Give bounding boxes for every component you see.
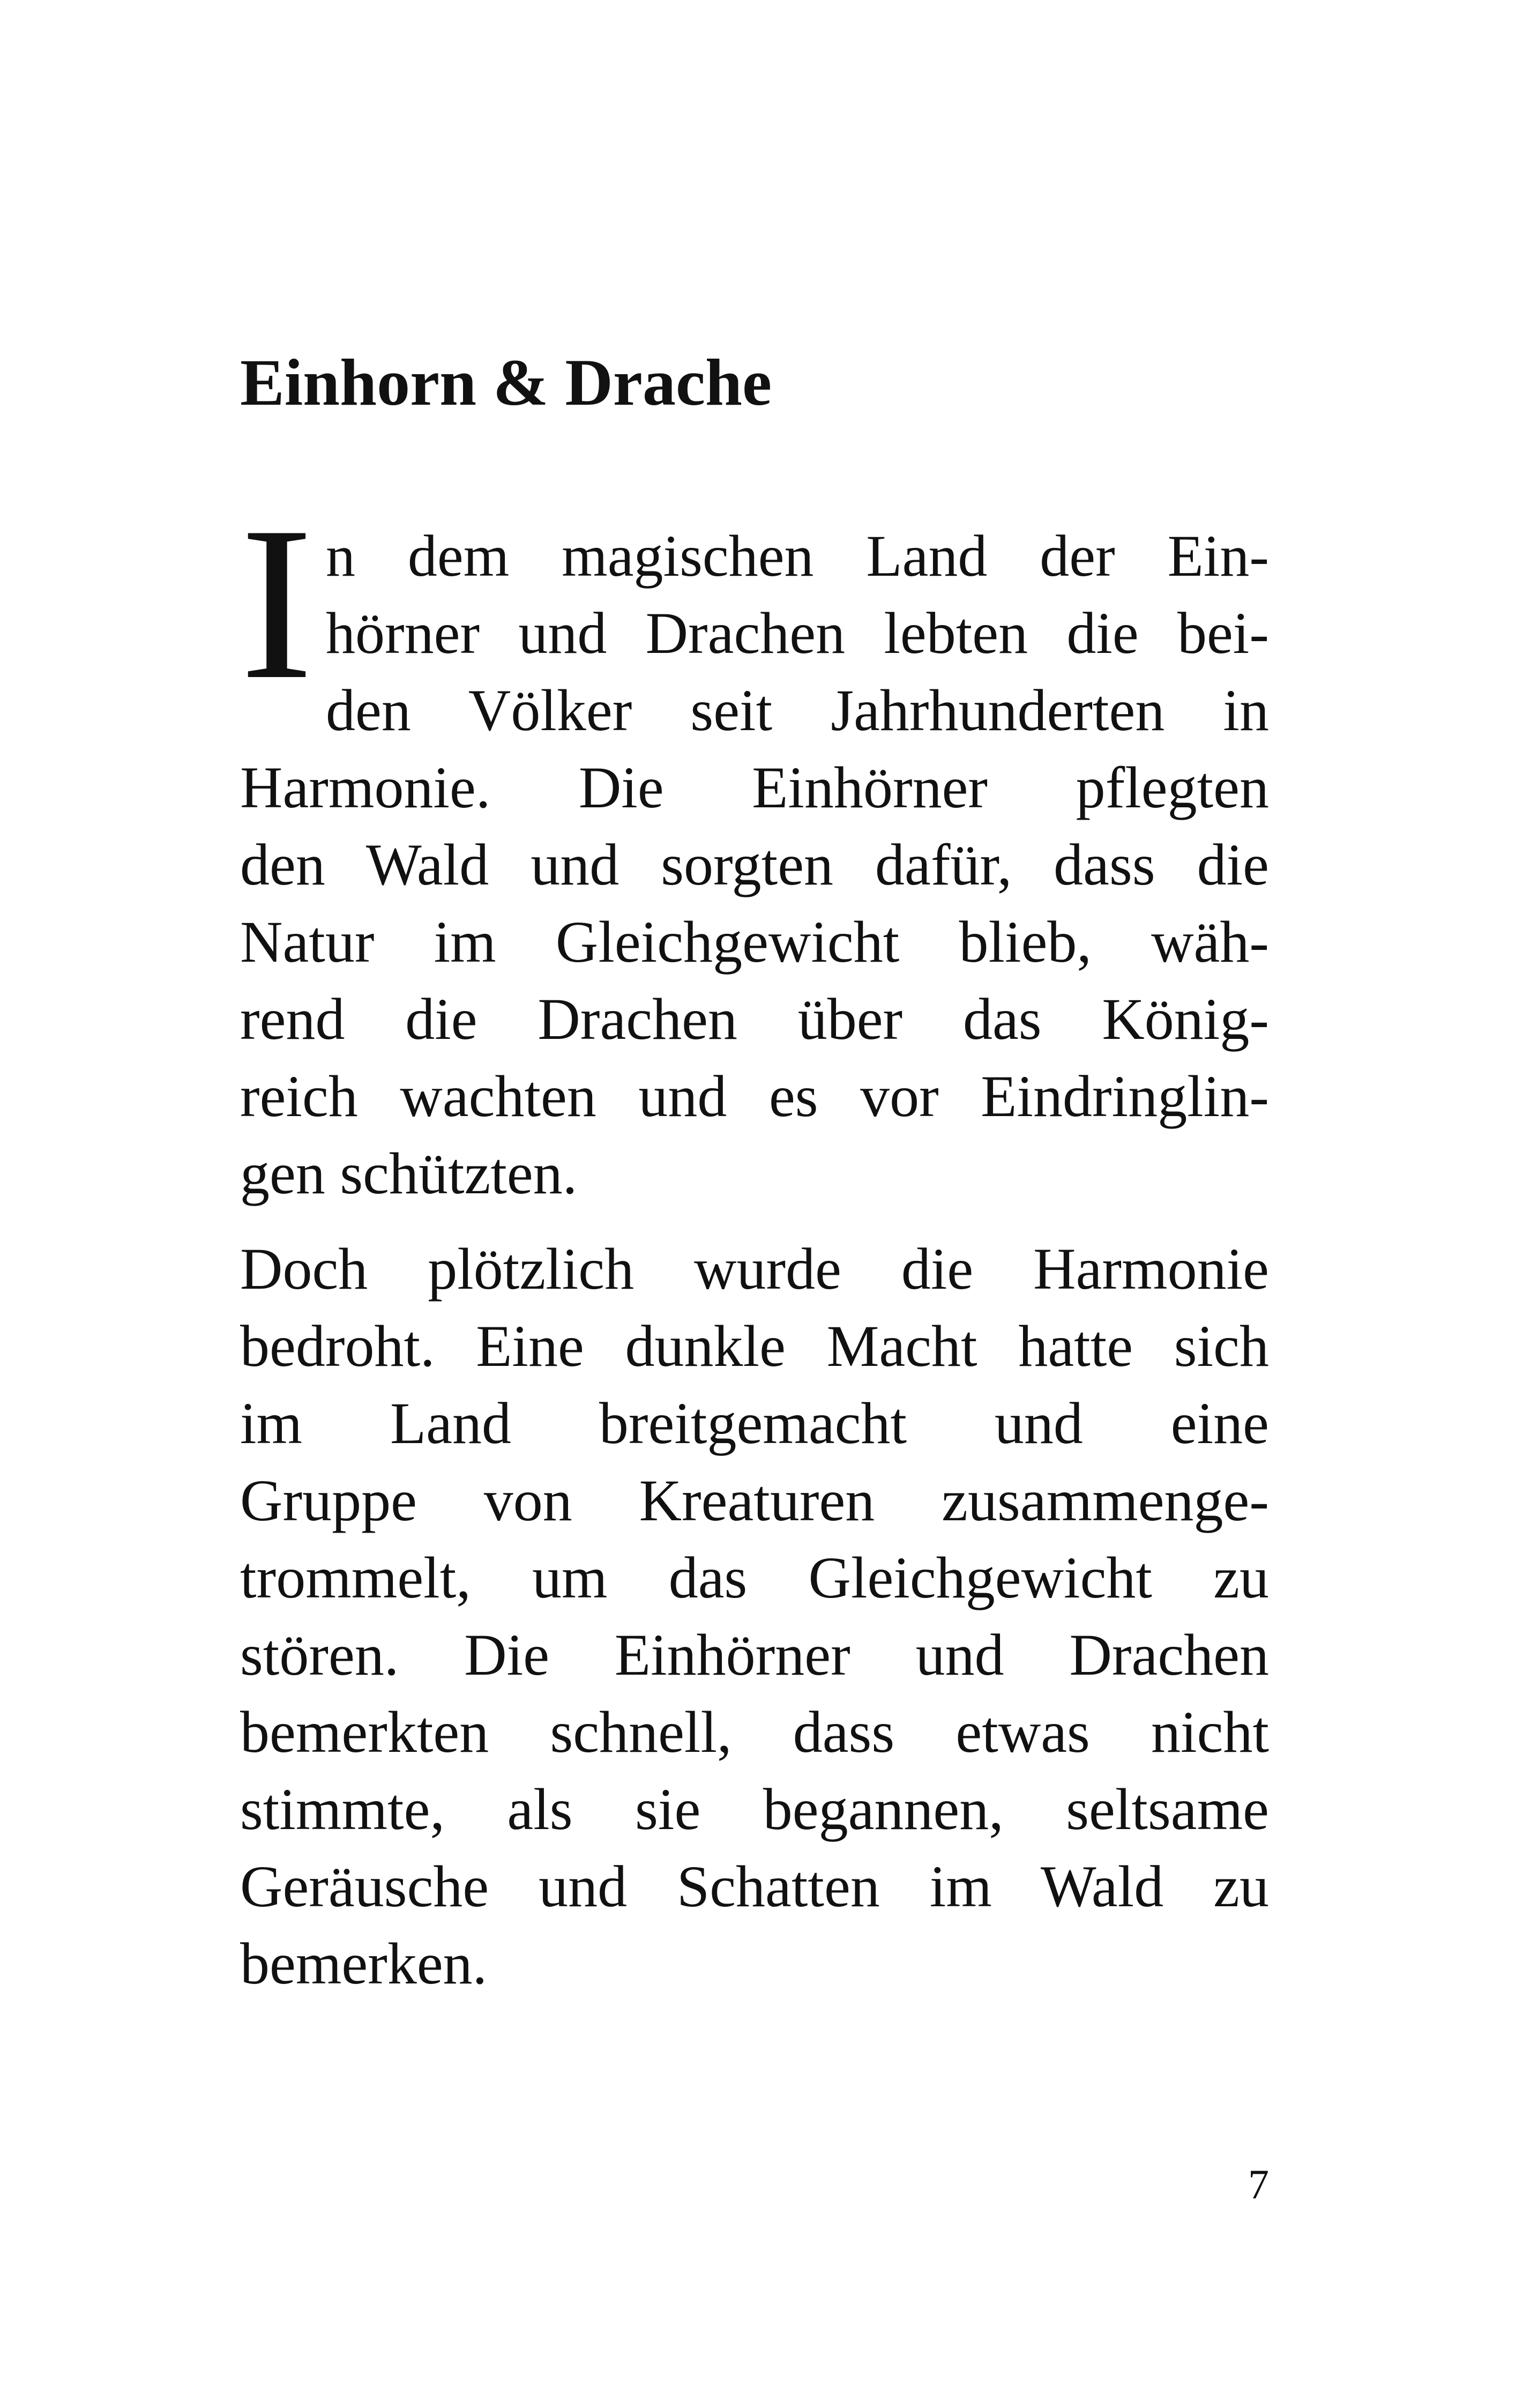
chapter-title: Einhorn & Drache <box>240 346 772 419</box>
text-line: reich wachten und es vor Eindringlin- <box>240 1064 1269 1129</box>
text-line: Gruppe von Kreaturen zusammenge- <box>240 1468 1269 1533</box>
paragraph-2 <box>240 1230 1269 2002</box>
text-line: den Wald und sorgten dafür, dass die <box>240 832 1269 897</box>
text-line: Geräusche und Schatten im Wald zu <box>240 1854 1269 1919</box>
text-line: hörner und Drachen lebten die bei- <box>326 600 1269 666</box>
text-line: Doch plötzlich wurde die Harmonie <box>240 1236 1269 1302</box>
text-line: bemerkten schnell, dass etwas nicht <box>240 1699 1269 1765</box>
text-line: stören. Die Einhörner und Drachen <box>240 1622 1269 1688</box>
text-line: den Völker seit Jahrhunderten in <box>326 678 1269 743</box>
text-line: bedroht. Eine dunkle Macht hatte sich <box>240 1313 1269 1379</box>
drop-cap: I <box>240 481 313 725</box>
text-line: bemerken. <box>240 1931 488 1996</box>
paragraph-1 <box>240 481 1269 1212</box>
text-line: trommelt, um das Gleichgewicht zu <box>240 1545 1269 1610</box>
text-line: n dem magischen Land der Ein- <box>326 523 1269 589</box>
text-line: rend die Drachen über das König- <box>240 986 1269 1052</box>
text-line: im Land breitgemacht und eine <box>240 1391 1269 1456</box>
text-line: Natur im Gleichgewicht blieb, wäh- <box>240 909 1269 975</box>
text-line: stimmte, als sie begannen, seltsame <box>240 1777 1269 1842</box>
text-line: Harmonie. Die Einhörner pflegten <box>240 755 1269 820</box>
text-line: gen schützten. <box>240 1141 578 1206</box>
page-number: 7 <box>1248 2161 1269 2208</box>
